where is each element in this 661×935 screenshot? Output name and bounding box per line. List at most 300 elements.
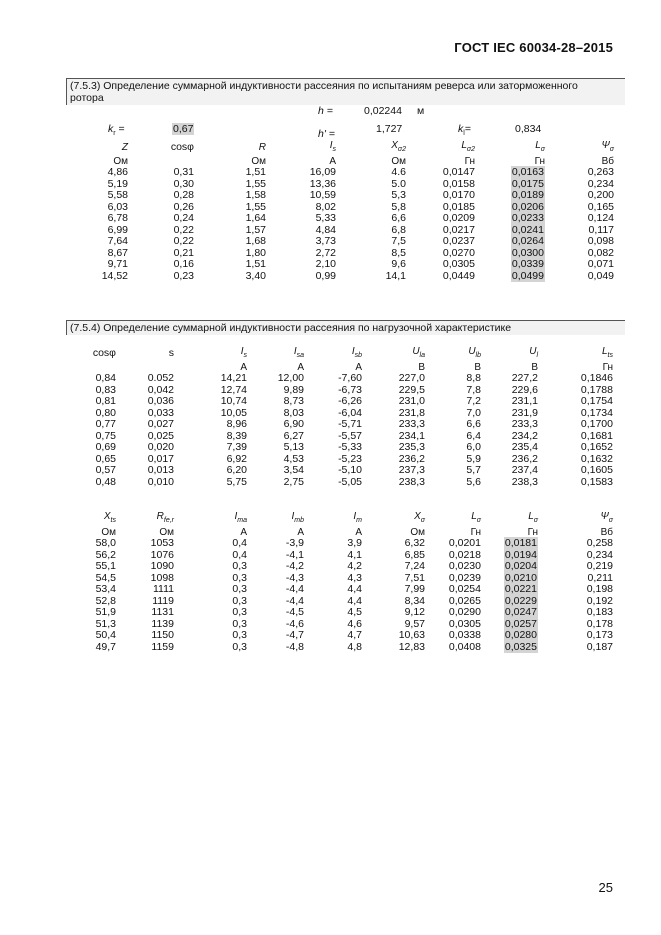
table-reverse-test: [80, 140, 614, 282]
table-cell: 0,198: [586, 583, 613, 595]
table-cell: 234,2: [511, 429, 538, 442]
table-cell: 4,53: [283, 452, 304, 465]
table-cell: 6,27: [283, 429, 304, 442]
table-cell: 0,0209: [442, 212, 475, 224]
table-cell: 231,8: [398, 406, 425, 419]
table-cell: 6,6: [391, 212, 406, 224]
table-cell: 0,178: [586, 617, 613, 630]
table-cell: 0,0499: [511, 269, 544, 282]
table-cell: 231,9: [511, 406, 538, 419]
table-cell: -4,4: [285, 583, 304, 595]
table-cell: 5,13: [283, 441, 304, 453]
table-cell: 1,55: [245, 200, 266, 213]
table-cell: 3,73: [315, 235, 336, 247]
table-cell: 5,7: [466, 464, 481, 476]
table-cell: 4.6: [391, 166, 406, 178]
column-unit: Ом: [159, 526, 174, 538]
table-cell: 1119: [152, 594, 174, 607]
table-row: [88, 442, 613, 454]
table-cell: 6,6: [466, 418, 481, 430]
param-h-label: h =: [318, 105, 333, 117]
table-cell: 0,0210: [504, 571, 537, 584]
table-cell: 1111: [152, 583, 174, 595]
table-cell: -4,2: [285, 560, 304, 572]
table-cell: 235,3: [398, 441, 425, 453]
table-cell: 0,1788: [580, 383, 613, 396]
table-cell: 1,64: [245, 212, 266, 224]
table-cell: 0,28: [173, 189, 194, 201]
column-header: R: [258, 142, 266, 153]
param-kl-label: $k_l=$: [458, 123, 471, 138]
table-cell: 12,74: [220, 383, 247, 396]
column-unit: A: [240, 526, 247, 538]
table-cell: 0,1632: [580, 452, 613, 465]
table-cell: 0,0254: [448, 583, 481, 595]
table-cell: 7,0: [466, 406, 481, 419]
table-cell: 0,165: [587, 200, 614, 213]
table-cell: 10,74: [220, 395, 247, 407]
param-kr-label: $k_r$ =: [108, 123, 125, 138]
table-cell: -4,1: [285, 548, 304, 561]
table-cell: 0,200: [587, 189, 614, 201]
header-symbol-row: [88, 346, 613, 362]
table-cell: 0,0201: [448, 537, 481, 549]
table-cell: 0,48: [95, 475, 116, 488]
page-number: 25: [598, 880, 613, 895]
table-cell: 7,5: [391, 235, 406, 247]
table-cell: -5,23: [338, 452, 362, 465]
table-cell: 0,0237: [442, 235, 475, 247]
table-cell: 0,0257: [504, 617, 537, 630]
table-cell: 10,05: [220, 406, 247, 419]
table-cell: 0,0181: [504, 537, 537, 549]
table-cell: 1159: [151, 640, 174, 653]
table-cell: 8,39: [226, 429, 247, 442]
table-cell: 0,124: [587, 212, 614, 224]
table-cell: 6,4: [466, 429, 481, 442]
column-header: $X_{\sigma 2}$: [391, 140, 406, 153]
table-cell: 0,1734: [580, 406, 613, 419]
section-7-5-3-title-line1: (7.5.3) Определение суммарной индуктивности рассеяния по испытаниям реверса или заторможенного: [70, 80, 578, 92]
table-cell: 5,58: [107, 189, 128, 201]
column-header: $X_{ts}$: [103, 511, 116, 524]
column-unit: B: [531, 361, 538, 373]
table-cell: 0,258: [586, 537, 613, 549]
table-cell: -4,5: [285, 606, 304, 618]
table-cell: 0,0170: [442, 189, 475, 201]
column-unit: A: [329, 155, 336, 167]
table-cell: 52,8: [95, 594, 116, 607]
section-7-5-4-title-text: (7.5.4) Определение суммарной индуктивности рассеяния по нагрузочной характеристике: [70, 322, 512, 334]
table-cell: 0,99: [315, 269, 336, 282]
column-unit: Ом: [391, 155, 406, 167]
table-cell: 4,86: [107, 166, 128, 178]
table-cell: -6,26: [338, 395, 362, 407]
table-cell: 231,1: [511, 395, 538, 407]
table-cell: 4,2: [347, 560, 362, 572]
table-cell: 0,0239: [448, 571, 481, 584]
column-header: $U_{lb}$: [468, 346, 481, 359]
table-cell: 0,65: [95, 452, 116, 465]
column-header: $L_\sigma$: [528, 511, 538, 524]
table-cell: 9,57: [404, 617, 425, 630]
table-cell: 0,57: [95, 464, 116, 476]
table-cell: 0,027: [147, 418, 174, 430]
table-cell: 4,8: [347, 640, 362, 653]
table-cell: 8,5: [391, 246, 406, 259]
table-row: [80, 213, 614, 225]
table-row: [88, 419, 613, 431]
table-cell: 0,80: [95, 406, 116, 419]
table-cell: 0,81: [95, 395, 116, 407]
table-cell: 0,0229: [504, 594, 537, 607]
table-cell: 7,2: [466, 395, 481, 407]
table-cell: 231,0: [398, 395, 425, 407]
table-cell: 0,013: [147, 464, 174, 476]
table-cell: -7,60: [338, 372, 362, 384]
table-cell: 1,80: [245, 246, 266, 259]
table-cell: 13,36: [309, 177, 336, 190]
table-cell: 0,69: [95, 441, 116, 453]
table-cell: 0,187: [586, 640, 613, 653]
table-cell: 2,72: [315, 246, 336, 259]
table-cell: 6,32: [404, 537, 425, 549]
table-row: [88, 642, 613, 654]
table-cell: 8,8: [466, 372, 481, 384]
table-cell: 6,85: [404, 548, 425, 561]
table-cell: 235,4: [511, 441, 538, 453]
table-cell: -5,10: [338, 464, 362, 476]
table-cell: 0,020: [147, 441, 174, 453]
table-cell: 0,83: [95, 383, 116, 396]
table-cell: 0,0305: [442, 258, 475, 270]
table-cell: -5,05: [338, 475, 362, 488]
table-cell: 5,6: [466, 475, 481, 488]
column-header: Z: [121, 142, 128, 153]
table-cell: 0,010: [147, 475, 174, 488]
table-cell: 229,5: [398, 383, 425, 396]
column-unit: Ом: [410, 526, 425, 538]
table-cell: 7,39: [226, 441, 247, 453]
table-cell: -5,57: [338, 429, 362, 442]
column-unit: Гн: [602, 361, 613, 373]
table-cell: 7,8: [466, 383, 481, 396]
column-header: cosφ: [92, 347, 116, 359]
table-cell: 5,19: [107, 177, 128, 190]
table-cell: 0.052: [147, 372, 174, 384]
param-kr-value: 0,67: [173, 123, 194, 135]
column-unit: B: [474, 361, 481, 373]
table-cell: 1,68: [245, 235, 266, 247]
table-cell: 0,183: [586, 606, 613, 618]
column-header: $L_{ts}$: [601, 346, 613, 359]
table-cell: 8,02: [315, 200, 336, 213]
document-code: ГОСТ IEC 60034-28–2015: [454, 40, 613, 55]
table-cell: 0,3: [232, 560, 247, 572]
table-cell: 0,75: [95, 429, 116, 442]
table-cell: 0,0194: [504, 548, 537, 561]
table-cell: 7,24: [404, 560, 425, 572]
table-cell: 233,3: [511, 418, 538, 430]
table-cell: 0,31: [173, 166, 194, 178]
table-cell: 16,09: [309, 166, 336, 178]
table-cell: 5,9: [466, 452, 481, 465]
table-cell: 10,59: [309, 189, 336, 201]
table-cell: 0,3: [232, 571, 247, 584]
table-row: [80, 259, 614, 271]
table-cell: 6,99: [107, 223, 128, 236]
table-cell: 229,6: [511, 383, 538, 396]
table-cell: 0,025: [147, 429, 174, 442]
table-cell: 0,1605: [580, 464, 613, 476]
table-cell: 0,3: [232, 606, 247, 618]
table-cell: 0,0290: [448, 606, 481, 618]
table-cell: 1150: [151, 629, 174, 641]
table-cell: -5,71: [338, 418, 362, 430]
column-header: $I_{sa}$: [293, 346, 304, 359]
column-header: $I_{sb}$: [351, 346, 362, 359]
table-cell: 227,2: [511, 372, 538, 384]
table-cell: 0,3: [232, 617, 247, 630]
table-cell: -4,3: [285, 571, 304, 584]
table-cell: 237,3: [398, 464, 425, 476]
table-cell: 0,192: [586, 594, 613, 607]
column-unit: Гн: [464, 155, 475, 167]
table-cell: 9,12: [404, 606, 425, 618]
table-cell: 14,21: [220, 372, 247, 384]
table-cell: 237,4: [511, 464, 538, 476]
column-header: $L_\sigma$: [471, 511, 481, 524]
table-cell: 0,036: [147, 395, 174, 407]
table-cell: 4,5: [347, 606, 362, 618]
table-row: [88, 561, 613, 573]
table-cell: 0,117: [588, 223, 614, 236]
table-cell: 12,83: [398, 640, 425, 653]
table-cell: 1,51: [245, 166, 266, 178]
table-cell: 1139: [151, 617, 174, 630]
table-row: [88, 373, 613, 385]
table-cell: 4,4: [347, 583, 362, 595]
column-header: $\Psi_\sigma$: [601, 140, 614, 153]
table-cell: 0,0264: [511, 235, 544, 247]
table-cell: 233,3: [398, 418, 425, 430]
table-cell: 5,8: [391, 200, 406, 213]
column-header: s: [168, 347, 174, 359]
table-cell: 4,4: [347, 594, 362, 607]
header-symbol-row: [88, 511, 613, 527]
table-cell: 0,0449: [442, 269, 475, 282]
table-row: [88, 477, 613, 489]
param-h-value: 0,02244: [364, 105, 402, 117]
table-cell: 1,51: [245, 258, 266, 270]
table-cell: 6,03: [107, 200, 128, 213]
column-unit: Ом: [251, 155, 266, 167]
table-cell: 4,1: [347, 548, 362, 561]
column-header: $I_{mb}$: [291, 511, 304, 524]
table-cell: 0,0221: [504, 583, 537, 595]
table-cell: 0,3: [232, 640, 247, 653]
table-cell: 0,1583: [580, 475, 613, 488]
table-cell: 1,57: [245, 223, 266, 236]
table-row: [80, 271, 614, 283]
table-cell: 0,0305: [448, 617, 481, 630]
table-cell: 55,1: [95, 560, 116, 572]
table-cell: 4,84: [315, 223, 336, 236]
table-cell: 6,20: [226, 464, 247, 476]
column-unit: Гн: [527, 526, 538, 538]
column-unit: A: [355, 526, 362, 538]
table-cell: -4,8: [285, 640, 304, 653]
table-cell: 7,51: [404, 571, 425, 584]
table-cell: 0,1700: [580, 418, 613, 430]
table-cell: 238,3: [511, 475, 538, 488]
table-cell: 2,10: [315, 258, 336, 270]
table-cell: 1,58: [245, 189, 266, 201]
table-cell: 0,263: [587, 166, 614, 178]
table-cell: 0,049: [587, 269, 614, 282]
table-cell: 0,21: [173, 246, 194, 259]
table-cell: 10,63: [398, 629, 425, 641]
table-cell: 0,042: [147, 383, 174, 396]
table-cell: 51,9: [95, 606, 116, 618]
column-header: $U_l$: [529, 346, 538, 359]
table-cell: 3,54: [283, 464, 304, 476]
table-cell: 4,7: [347, 629, 362, 641]
table-cell: 0,0204: [504, 560, 537, 572]
table-cell: 0,0217: [442, 223, 475, 236]
section-7-5-3-title: [66, 78, 625, 105]
table-cell: 0,017: [147, 452, 174, 465]
table-cell: 0,1681: [580, 429, 613, 442]
table-load-characteristic-2: [88, 511, 613, 653]
table-row: [88, 465, 613, 477]
table-cell: 0,0265: [448, 594, 481, 607]
table-cell: 0,0147: [442, 166, 475, 178]
column-header: $L_\sigma$: [535, 140, 545, 153]
table-cell: 6,90: [283, 418, 304, 430]
table-cell: 14,52: [101, 269, 128, 282]
table-cell: 6,0: [466, 441, 481, 453]
table-row: [88, 538, 613, 550]
column-header: $I_s$: [240, 346, 247, 359]
table-cell: 6,8: [391, 223, 406, 236]
table-cell: 5,33: [315, 212, 336, 224]
table-cell: 8,03: [283, 406, 304, 419]
param-h-unit: м: [417, 105, 425, 117]
column-header: $I_{ma}$: [234, 511, 247, 524]
table-cell: 0,4: [232, 537, 247, 549]
table-cell: 227,0: [398, 372, 425, 384]
table-cell: 12,00: [277, 372, 304, 384]
table-cell: 14,1: [385, 269, 406, 282]
table-cell: 0,0338: [448, 629, 481, 641]
table-cell: 56,2: [95, 548, 116, 561]
column-header: $R_{fe,r}$: [156, 511, 174, 524]
table-cell: 0,24: [173, 212, 194, 224]
table-row: [88, 396, 613, 408]
table-cell: 5.0: [391, 177, 406, 190]
table-load-characteristic-1: [88, 346, 613, 488]
param-hp-label: h' =: [318, 128, 335, 140]
table-cell: -4,4: [285, 594, 304, 607]
table-cell: 1,55: [245, 177, 266, 190]
table-cell: 0,082: [587, 246, 614, 259]
section-7-5-4-title: [66, 320, 625, 335]
table-row: [88, 584, 613, 596]
table-cell: -4,7: [285, 629, 304, 641]
table-cell: 0,4: [232, 548, 247, 561]
column-header: $I_s$: [329, 140, 336, 153]
table-cell: 0,0163: [511, 166, 544, 178]
table-cell: 236,2: [511, 452, 538, 465]
section-7-5-3-title-line2: ротора: [70, 92, 104, 104]
table-row: [80, 167, 614, 179]
column-unit: A: [297, 526, 304, 538]
table-cell: 4,3: [347, 571, 362, 584]
table-cell: 0,1754: [580, 395, 613, 407]
table-cell: 1098: [150, 571, 174, 584]
table-cell: 0,071: [587, 258, 614, 270]
table-cell: 0,0230: [448, 560, 481, 572]
table-cell: -4,6: [285, 617, 304, 630]
table-cell: 0,84: [95, 372, 116, 384]
column-header: $U_{la}$: [412, 346, 425, 359]
table-cell: 7,99: [404, 583, 425, 595]
table-cell: 0,033: [147, 406, 174, 419]
table-cell: 7,64: [107, 235, 128, 247]
table-cell: 0,77: [95, 418, 116, 430]
table-row: [88, 607, 613, 619]
column-unit: Гн: [470, 526, 481, 538]
table-cell: 0,0270: [442, 246, 475, 259]
table-cell: 0,0247: [504, 606, 537, 618]
table-cell: 236,2: [398, 452, 425, 465]
table-cell: 51,3: [95, 617, 116, 630]
table-cell: 2,75: [283, 475, 304, 488]
table-cell: 5,3: [391, 189, 406, 201]
table-row: [88, 630, 613, 642]
param-kl-value: 0,834: [515, 123, 542, 135]
table-cell: 9,89: [283, 383, 304, 396]
column-unit: A: [355, 361, 362, 373]
header-symbol-row: [80, 140, 614, 156]
table-cell: 58,0: [95, 537, 116, 549]
table-cell: 4,6: [347, 617, 362, 630]
column-header: $X_\sigma$: [414, 511, 425, 524]
table-cell: 3,9: [347, 537, 362, 549]
table-row: [80, 190, 614, 202]
column-unit: B: [418, 361, 425, 373]
table-row: [80, 236, 614, 248]
table-cell: 0,3: [232, 629, 247, 641]
table-cell: 0,0189: [511, 189, 544, 201]
table-cell: 0,0218: [448, 548, 481, 561]
column-header: $I_m$: [353, 511, 362, 524]
table-cell: 0,22: [173, 235, 194, 247]
table-cell: 0,173: [586, 629, 613, 641]
table-cell: 0,0185: [442, 200, 475, 213]
table-cell: 0,0206: [511, 200, 544, 213]
table-cell: 53,4: [95, 583, 116, 595]
column-header: $L_{\sigma 2}$: [461, 140, 475, 153]
table-cell: 8,96: [226, 418, 247, 430]
table-cell: 1131: [151, 606, 174, 618]
table-cell: 50,4: [95, 629, 116, 641]
param-hp-value: 1,727: [376, 123, 403, 135]
table-cell: 0,0408: [448, 640, 481, 653]
table-cell: 0,0339: [511, 258, 544, 270]
table-cell: 0,0233: [511, 212, 544, 224]
